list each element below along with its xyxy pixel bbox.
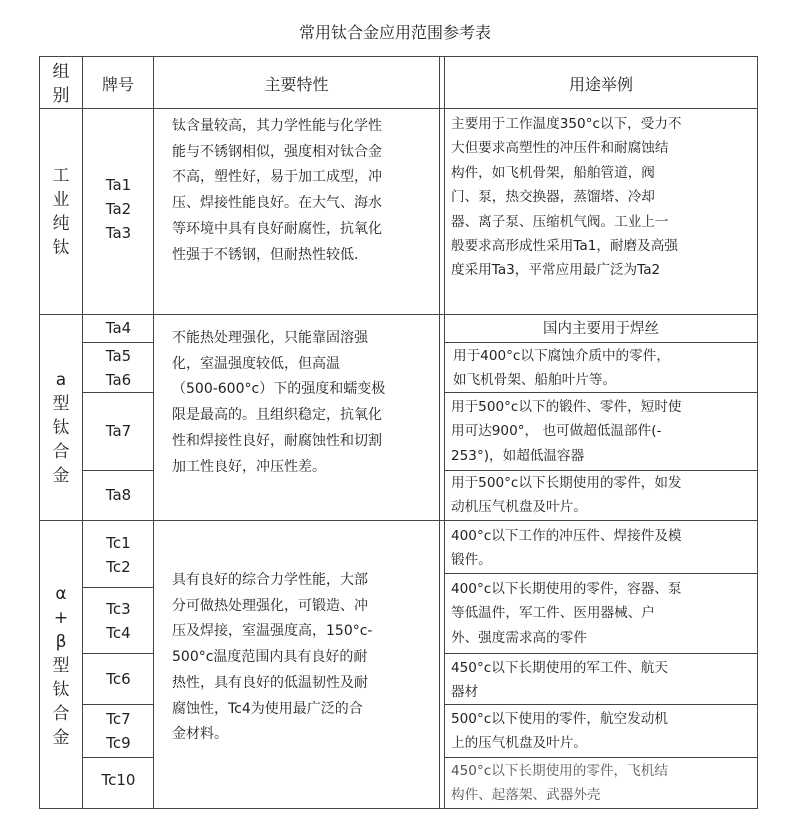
- bottom-border: [39, 808, 758, 809]
- ab-row-line-2: [82, 653, 154, 654]
- alpha-grade-1: Ta4: [105, 319, 132, 337]
- header-applications: 用途举例: [568, 75, 633, 94]
- header-divider: [39, 108, 758, 109]
- ab-row-line-4b: [444, 757, 758, 758]
- alpha-use-4: 用于500°c以下长期使用的零件，如发 动机压气机盘及叶片。: [451, 475, 682, 516]
- header-group: 组 别: [52, 62, 70, 106]
- group-alpha-beta-properties: 具有良好的综合力学性能，大部 分可做热处理强化，可锻造、冲 压及焊接，室温强度高，150°c- 500°c温度范围内具有良好的耐 热性，具有良好的低温韧性及耐 腐蚀性，Tc4为使用最广泛的合 金材料。: [172, 572, 373, 743]
- alpha-grade-3: Ta7: [105, 422, 132, 440]
- group-divider-1: [39, 314, 758, 315]
- ab-row-line-1: [82, 587, 154, 588]
- ab-grade-3: Tc6: [106, 670, 131, 688]
- header-grade: 牌号: [101, 75, 134, 94]
- alpha-use-1: 国内主要用于焊丝: [543, 321, 659, 337]
- ab-row-line-4: [82, 757, 154, 758]
- col-divider-3a: [439, 56, 440, 809]
- ab-row-line-1b: [444, 573, 758, 574]
- group-industrial-properties: 钛含量较高，其力学性能与化学性 能与不锈钢相似，强度相对钛合金 不高，塑性好，易于加工成型，冲 压、焊接性能良好。在大气、海水 等环境中具有良好耐腐性，抗氧化 性强于不锈钢，但耐热性较低.: [172, 118, 382, 263]
- group-alpha-properties: 不能热处理强化，只能靠固溶强 化，室温强度较低，但高温 （500-600°c）下的强度和蠕变极 限是最高的。且组织稳定，抗氧化 性和焊接性良好，耐腐蚀性和切割 加工性良好，冲压性差。: [172, 330, 386, 475]
- ab-grade-5: Tc10: [101, 771, 136, 789]
- alpha-row-line-1b: [444, 342, 758, 343]
- ab-use-2: 400°c以下长期使用的零件，容器、泵 等低温件，军工件、医用器械、户 外、强度需求高的零件: [451, 581, 682, 646]
- table-title: 常用钛合金应用范围参考表: [298, 23, 491, 42]
- ab-grade-2: Tc3 Tc4: [106, 600, 131, 642]
- group-industrial-name: 工 业 纯 钛: [52, 166, 70, 258]
- ab-grade-1: Tc1 Tc2: [106, 534, 131, 576]
- alpha-use-2: 用于400°c以下腐蚀介质中的零件， 如飞机骨架、船舶叶片等。: [453, 348, 670, 389]
- header-properties: 主要特性: [264, 75, 329, 94]
- group-industrial-grades: Ta1 Ta2 Ta3: [105, 176, 132, 242]
- ab-row-line-2b: [444, 653, 758, 654]
- group-alpha-beta-name: α + β 型 钛 合 金: [52, 584, 70, 748]
- ab-use-5: 450°c以下长期使用的零件，飞机结 构件、起落架、武器外壳: [451, 763, 668, 804]
- alpha-grade-4: Ta8: [105, 486, 132, 504]
- alpha-grade-2: Ta5 Ta6: [105, 347, 132, 389]
- alpha-use-3: 用于500°c以下的锻件、零件，短时使 用可达900°， 也可做超低温部件(- 253°)，如超低温容器: [451, 399, 682, 464]
- group-divider-2: [39, 520, 758, 521]
- group-alpha-name: a 型 钛 合 金: [52, 370, 70, 486]
- group-industrial-applications: 主要用于工作温度350°c以下，受力不 大但要求高塑性的冲压件和耐腐蚀结 构件，如飞机骨架，船舶管道，阀 门、泵，热交换器，蒸馏塔、冷却 器、离子泵、压缩机气阀。工业上一 般要求高形成性采用Ta1，耐磨及高强 度采用Ta3，平常应用最广泛为Ta2: [451, 116, 682, 279]
- ab-use-1: 400°c以下工作的冲压件、焊接件及模 锻件。: [451, 528, 682, 569]
- col-divider-3b: [444, 56, 445, 809]
- alpha-row-line-2: [82, 392, 154, 393]
- top-border: [39, 56, 758, 57]
- left-border: [39, 56, 40, 809]
- alpha-row-line-1: [82, 342, 154, 343]
- ab-row-line-3: [82, 704, 154, 705]
- right-border: [757, 56, 758, 809]
- ab-use-4: 500°c以下使用的零件，航空发动机 上的压气机盘及叶片。: [451, 711, 668, 752]
- ab-grade-4: Tc7 Tc9: [106, 710, 131, 752]
- ab-use-3: 450°c以下长期使用的军工件、航天 器材: [451, 660, 668, 701]
- alpha-row-line-3: [82, 470, 154, 471]
